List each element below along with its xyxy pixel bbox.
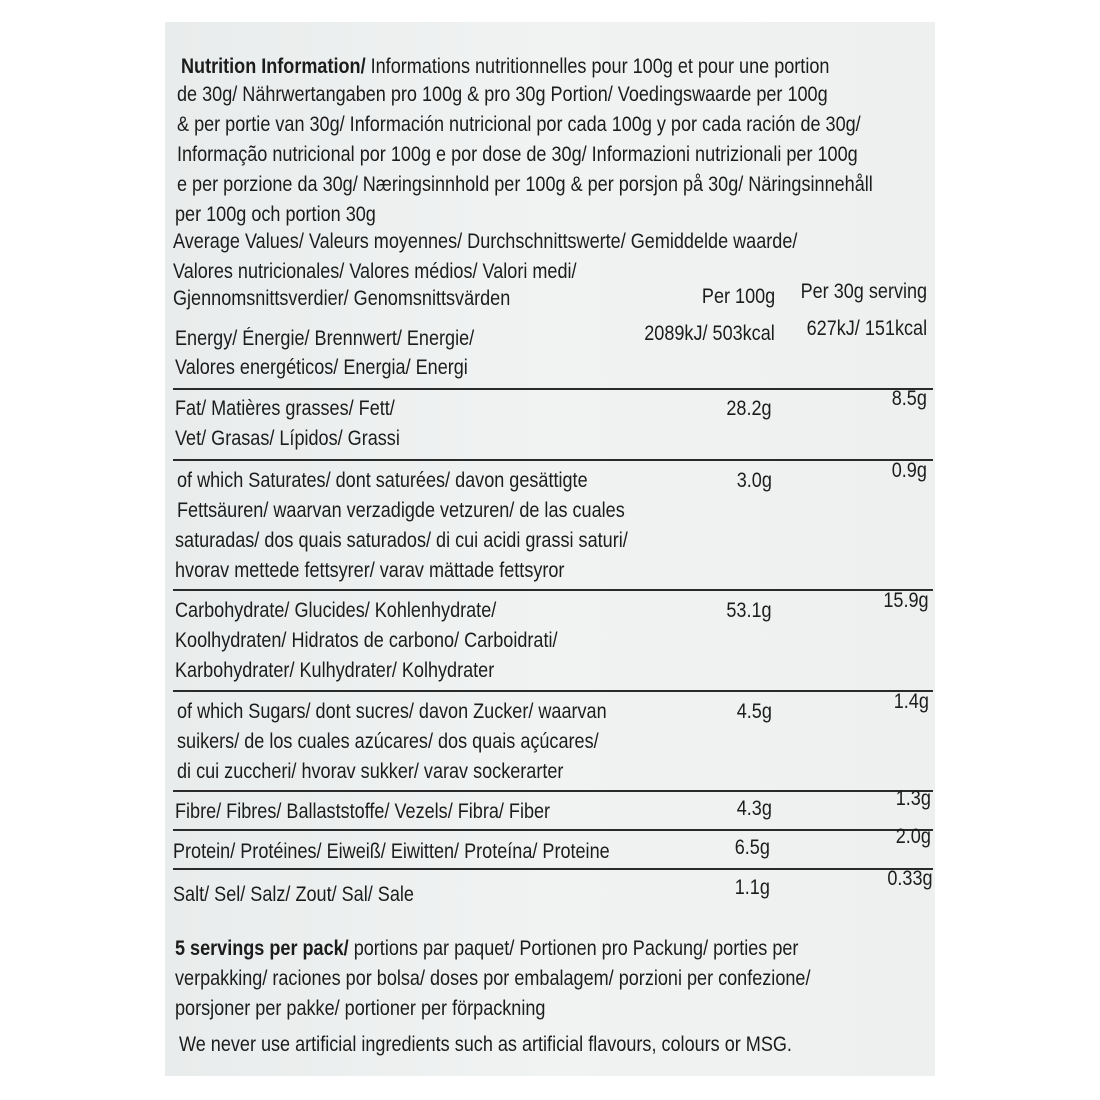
average-values-line-1: Average Values/ Valeurs moyennes/ Durchschnittswerte/ Gemiddelde waarde/ <box>173 230 798 253</box>
per-100g-value: 3.0g <box>736 469 772 492</box>
per-100g-value: 1.1g <box>734 876 770 899</box>
header-line-5: e per porzione da 30g/ Næringsinnhold per 100g & per porsjon på 30g/ Näringsinnehåll <box>177 173 873 196</box>
per-serving-value: 2.0g <box>895 825 931 848</box>
average-values-line-3: Gjennomsnittsverdier/ Genomsnittsvärden <box>173 287 511 310</box>
header-line-1: Nutrition Information/ Informations nutritionnelles pour 100g et pour une portion <box>181 55 830 78</box>
nutrient-label: saturadas/ dos quais saturados/ di cui acidi grassi saturi/ <box>175 529 628 552</box>
nutrient-label: Carbohydrate/ Glucides/ Kohlenhydrate/ <box>175 599 497 622</box>
per-serving-heading: Per 30g serving <box>800 280 927 303</box>
header-line-3: & per portie van 30g/ Información nutricional por cada 100g y por cada ración de 30g/ <box>177 113 861 136</box>
per-serving-value: 1.3g <box>895 787 931 810</box>
nutrient-label: Fettsäuren/ waarvan verzadigde vetzuren/ de las cuales <box>177 499 625 522</box>
nutrient-label: of which Saturates/ dont saturées/ davon gesättigte <box>177 469 588 492</box>
header-line-6: per 100g och portion 30g <box>175 203 376 226</box>
per-100g-value: 4.3g <box>736 797 772 820</box>
header-title: Nutrition Information/ <box>181 55 366 78</box>
row-divider <box>173 868 933 870</box>
per-serving-value: 0.9g <box>891 459 927 482</box>
average-values-line-2: Valores nutricionales/ Valores médios/ Valori medi/ <box>173 260 577 283</box>
per-100g-value: 6.5g <box>734 836 770 859</box>
header-line-4: Informação nutricional por 100g e por dose de 30g/ Informazioni nutrizionali per 100g <box>177 143 858 166</box>
nutrient-label: Fibre/ Fibres/ Ballaststoffe/ Vezels/ Fibra/ Fiber <box>175 800 551 823</box>
nutrient-label: of which Sugars/ dont sucres/ davon Zucker/ waarvan <box>177 700 607 723</box>
row-divider <box>173 589 933 591</box>
row-divider <box>173 690 933 692</box>
nutrient-label: Fat/ Matières grasses/ Fett/ <box>175 397 395 420</box>
row-divider <box>173 829 933 831</box>
per-100g-value: 53.1g <box>726 599 772 622</box>
per-serving-value: 8.5g <box>891 387 927 410</box>
servings-count: 5 servings per pack/ <box>175 937 349 960</box>
nutrient-label: Koolhydraten/ Hidratos de carbono/ Carboidrati/ <box>175 629 558 652</box>
nutrient-label: Protein/ Protéines/ Eiweiß/ Eiwitten/ Proteína/ Proteine <box>173 840 610 863</box>
per-serving-value: 15.9g <box>883 589 929 612</box>
ingredients-statement: We never use artificial ingredients such as artificial flavours, colours or MSG. <box>179 1033 792 1056</box>
servings-line-1: 5 servings per pack/ portions par paquet/ Portionen pro Packung/ porties per <box>175 937 799 960</box>
nutrition-label <box>165 22 935 1076</box>
row-divider <box>173 459 933 461</box>
per-serving-value: 627kJ/ 151kcal <box>806 317 927 340</box>
nutrient-label: hvorav mettede fettsyrer/ varav mättade fettsyror <box>175 559 565 582</box>
per-serving-value: 1.4g <box>893 690 929 713</box>
per-100g-heading: Per 100g <box>701 285 775 308</box>
nutrient-label: Salt/ Sel/ Salz/ Zout/ Sal/ Sale <box>173 883 414 906</box>
nutrient-label: Karbohydrater/ Kulhydrater/ Kolhydrater <box>175 659 495 682</box>
header-line-2: de 30g/ Nährwertangaben pro 100g & pro 30g Portion/ Voedingswaarde per 100g <box>177 83 828 106</box>
nutrient-label: Energy/ Énergie/ Brennwert/ Energie/ <box>175 327 475 350</box>
row-divider <box>173 388 933 390</box>
nutrient-label: suikers/ de los cuales azúcares/ dos quais açúcares/ <box>177 730 599 753</box>
per-100g-value: 2089kJ/ 503kcal <box>644 322 775 345</box>
servings-line-3: porsjoner per pakke/ portioner per förpackning <box>175 997 546 1020</box>
per-serving-value: 0.33g <box>887 867 933 890</box>
nutrient-label: Valores energéticos/ Energia/ Energi <box>175 356 468 379</box>
servings-line-2: verpakking/ raciones por bolsa/ doses por embalagem/ porzioni per confezione/ <box>175 967 811 990</box>
row-divider <box>173 790 933 792</box>
per-100g-value: 4.5g <box>736 700 772 723</box>
per-100g-value: 28.2g <box>726 397 772 420</box>
nutrient-label: Vet/ Grasas/ Lípidos/ Grassi <box>175 427 400 450</box>
nutrient-label: di cui zuccheri/ hvorav sukker/ varav sockerarter <box>177 760 564 783</box>
